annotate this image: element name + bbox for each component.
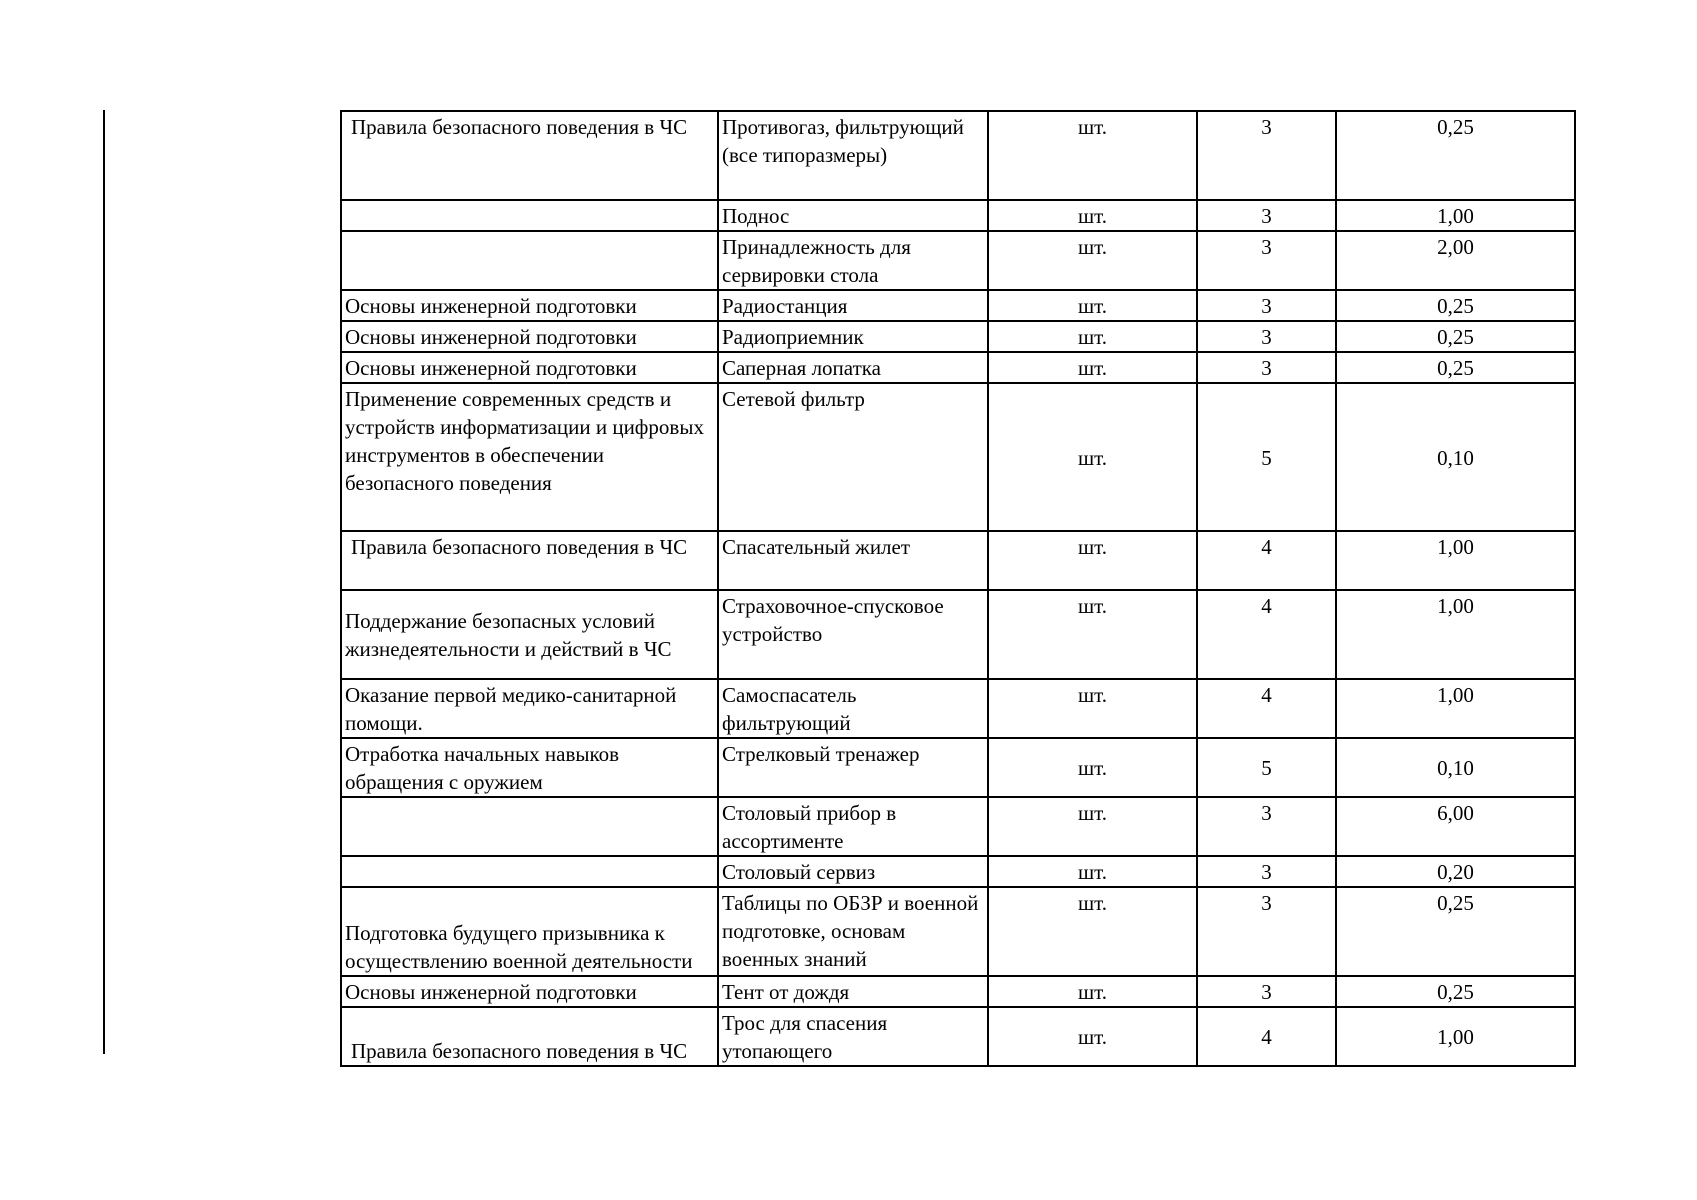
topic-cell: Основы инженерной подготовки [341,290,718,321]
item-cell: Принадлежность для сервировки стола [718,231,988,290]
norm-cell: 1,00 [1336,531,1575,590]
qty-cell: 3 [1197,352,1336,383]
norm-cell: 0,10 [1336,738,1575,797]
table-row [341,383,1575,531]
table-row [341,856,1575,887]
norm-cell: 0,25 [1336,290,1575,321]
item-cell: Саперная лопатка [718,352,988,383]
qty-cell: 3 [1197,231,1336,290]
item-cell: Трос для спасения утопающего [718,1007,988,1066]
topic-cell: Правила безопасного поведения в ЧС [341,111,718,200]
qty-cell: 5 [1197,383,1336,531]
table-row [341,976,1575,1007]
norm-cell: 0,25 [1336,976,1575,1007]
unit-cell: шт. [988,887,1197,976]
table-row [341,231,1575,290]
norm-cell: 1,00 [1336,679,1575,738]
table-row [341,200,1575,231]
qty-cell: 3 [1197,976,1336,1007]
qty-cell: 4 [1197,1007,1336,1066]
item-cell: Столовый прибор в ассортименте [718,797,988,856]
unit-cell: шт. [988,679,1197,738]
qty-cell: 5 [1197,738,1336,797]
item-cell: Самоспасатель фильтрующий [718,679,988,738]
unit-cell: шт. [988,531,1197,590]
norm-cell: 0,10 [1336,383,1575,531]
unit-cell: шт. [988,321,1197,352]
item-cell: Радиоприемник [718,321,988,352]
table-row [341,590,1575,679]
table-row [341,797,1575,856]
topic-cell [341,797,718,856]
left-margin-rule [103,110,105,1054]
topic-cell [341,231,718,290]
unit-cell: шт. [988,976,1197,1007]
norm-cell: 0,25 [1336,887,1575,976]
unit-cell: шт. [988,590,1197,679]
item-cell: Таблицы по ОБЗР и военной подготовке, основам военных знаний [718,887,988,976]
unit-cell: шт. [988,856,1197,887]
item-cell: Столовый сервиз [718,856,988,887]
topic-cell [341,856,718,887]
unit-cell: шт. [988,797,1197,856]
norm-cell: 6,00 [1336,797,1575,856]
norm-cell: 0,25 [1336,321,1575,352]
table-row [341,531,1575,590]
table-row [341,1007,1575,1066]
norm-cell: 0,25 [1336,111,1575,200]
unit-cell: шт. [988,738,1197,797]
norm-cell: 1,00 [1336,590,1575,679]
qty-cell: 3 [1197,887,1336,976]
item-cell: Спасательный жилет [718,531,988,590]
item-cell: Стрелковый тренажер [718,738,988,797]
item-cell: Страховочное-спусковое устройство [718,590,988,679]
topic-cell: Основы инженерной подготовки [341,976,718,1007]
qty-cell: 3 [1197,321,1336,352]
qty-cell: 3 [1197,111,1336,200]
table-row [341,321,1575,352]
unit-cell: шт. [988,352,1197,383]
item-cell: Тент от дождя [718,976,988,1007]
unit-cell: шт. [988,111,1197,200]
topic-cell: Правила безопасного поведения в ЧС [341,531,718,590]
topic-cell: Оказание первой медико-санитарной помощи. [341,679,718,738]
norm-cell: 0,20 [1336,856,1575,887]
unit-cell: шт. [988,1007,1197,1066]
unit-cell: шт. [988,231,1197,290]
qty-cell: 4 [1197,679,1336,738]
table-row [341,887,1575,976]
unit-cell: шт. [988,290,1197,321]
item-cell: Поднос [718,200,988,231]
topic-cell: Подготовка будущего призывника к осуществлению военной деятельности [341,887,718,976]
qty-cell: 3 [1197,290,1336,321]
qty-cell: 3 [1197,856,1336,887]
topic-cell: Отработка начальных навыков обращения с оружием [341,738,718,797]
topic-cell: Основы инженерной подготовки [341,352,718,383]
unit-cell: шт. [988,200,1197,231]
topic-cell: Применение современных средств и устройств информатизации и цифровых инструментов в обеспечении безопасного поведения [341,383,718,531]
qty-cell: 4 [1197,531,1336,590]
item-cell: Сетевой фильтр [718,383,988,531]
norm-cell: 2,00 [1336,231,1575,290]
qty-cell: 3 [1197,200,1336,231]
norm-cell: 0,25 [1336,352,1575,383]
table-row [341,111,1575,200]
table-row [341,290,1575,321]
table-row [341,738,1575,797]
table-row [341,679,1575,738]
qty-cell: 3 [1197,797,1336,856]
topic-cell: Основы инженерной подготовки [341,321,718,352]
item-cell: Противогаз, фильтрующий (все типоразмеры) [718,111,988,200]
qty-cell: 4 [1197,590,1336,679]
topic-cell: Правила безопасного поведения в ЧС [341,1007,718,1066]
topic-cell [341,200,718,231]
norm-cell: 1,00 [1336,1007,1575,1066]
norm-cell: 1,00 [1336,200,1575,231]
topic-cell: Поддержание безопасных условий жизнедеятельности и действий в ЧС [341,590,718,679]
equipment-table [340,110,1576,1067]
table-row [341,352,1575,383]
item-cell: Радиостанция [718,290,988,321]
unit-cell: шт. [988,383,1197,531]
